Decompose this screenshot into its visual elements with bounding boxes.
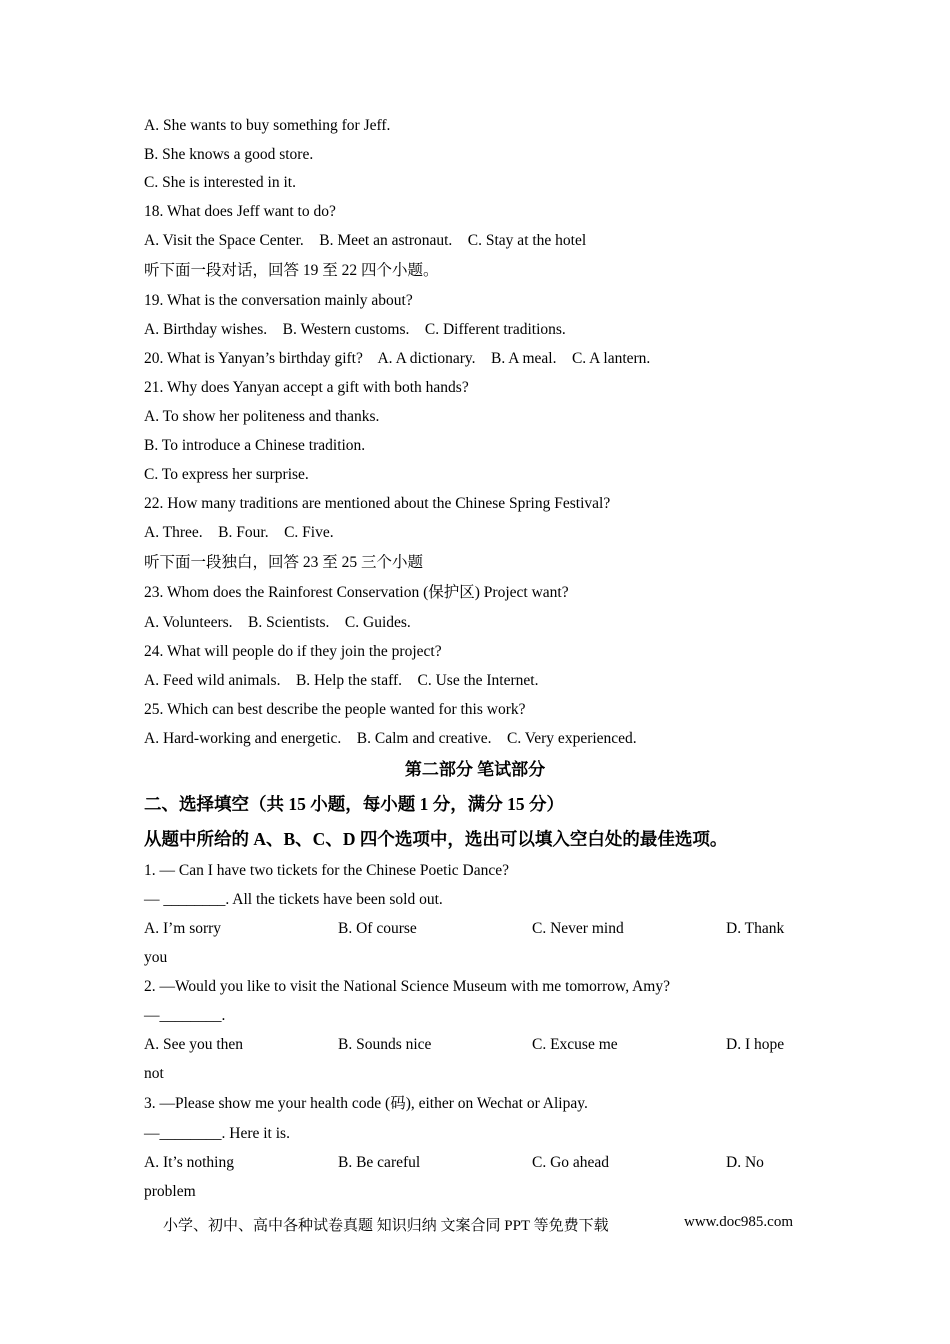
text-line: B. To introduce a Chinese tradition.: [144, 437, 366, 454]
option-d: D. No: [726, 1154, 764, 1171]
section-title: 二、选择填空（共 15 小题，每小题 1 分，满分 15 分）: [144, 794, 564, 814]
option-d-wrap: problem: [144, 1183, 196, 1200]
text-line: C. To express her surprise.: [144, 466, 309, 483]
footer-url[interactable]: www.doc985.com: [683, 1214, 793, 1230]
options-23: A. Volunteers. B. Scientists. C. Guides.: [144, 614, 411, 631]
options-2: [144, 1035, 794, 1055]
answer-line-3: —________. Here it is.: [144, 1125, 290, 1142]
question-24: 24. What will people do if they join the project?: [144, 643, 442, 660]
page-footer: [163, 1214, 793, 1235]
text-line: C. She is interested in it.: [144, 174, 296, 191]
footer-text: 小学、初中、高中各种试卷真题 知识归纳 文案合同 PPT 等免费下载: [163, 1218, 609, 1234]
listening-instruction: 听下面一段独白，回答 23 至 25 三个小题: [144, 554, 424, 571]
question-1: 1. — Can I have two tickets for the Chinese Poetic Dance?: [144, 862, 509, 879]
question-19: 19. What is the conversation mainly about?: [144, 292, 413, 309]
options-1: [144, 919, 794, 939]
question-22: 22. How many traditions are mentioned about the Chinese Spring Festival?: [144, 495, 611, 512]
option-d: D. I hope: [726, 1036, 785, 1053]
answer-line-2: —________.: [144, 1007, 226, 1024]
option-d: D. Thank: [726, 920, 785, 937]
options-25: A. Hard-working and energetic. B. Calm and creative. C. Very experienced.: [144, 730, 637, 747]
question-3: 3. —Please show me your health code (码), either on Wechat or Alipay.: [144, 1095, 588, 1112]
option-b: B. Be careful: [338, 1154, 421, 1171]
options-19: A. Birthday wishes. B. Western customs. C. Different traditions.: [144, 321, 566, 338]
option-d-wrap: not: [144, 1065, 164, 1082]
question-25: 25. Which can best describe the people wanted for this work?: [144, 701, 526, 718]
option-d-wrap: you: [144, 949, 168, 966]
option-a: A. It’s nothing: [144, 1154, 234, 1171]
option-c: C. Never mind: [532, 920, 624, 937]
question-18: 18. What does Jeff want to do?: [144, 203, 336, 220]
options-24: A. Feed wild animals. B. Help the staff. C. Use the Internet.: [144, 672, 539, 689]
option-b: B. Sounds nice: [338, 1036, 432, 1053]
option-c: C. Excuse me: [532, 1036, 618, 1053]
options-22: A. Three. B. Four. C. Five.: [144, 524, 334, 541]
option-a: A. I’m sorry: [144, 920, 222, 937]
question-2: 2. —Would you like to visit the National Science Museum with me tomorrow, Amy?: [144, 978, 670, 995]
listening-instruction: 听下面一段对话，回答 19 至 22 四个小题。: [144, 262, 439, 279]
question-20: 20. What is Yanyan’s birthday gift? A. A dictionary. B. A meal. C. A lantern.: [144, 350, 651, 367]
part-title: 第二部分 笔试部分: [404, 760, 546, 779]
options-3: [144, 1153, 794, 1173]
question-23: 23. Whom does the Rainforest Conservation (保护区) Project want?: [144, 584, 569, 601]
question-21: 21. Why does Yanyan accept a gift with both hands?: [144, 379, 469, 396]
options-18: A. Visit the Space Center. B. Meet an astronaut. C. Stay at the hotel: [144, 232, 587, 249]
section-instruction: 从题中所给的 A、B、C、D 四个选项中，选出可以填入空白处的最佳选项。: [144, 829, 728, 849]
text-line: A. To show her politeness and thanks.: [144, 408, 380, 425]
answer-line-1: — ________. All the tickets have been sold out.: [144, 891, 443, 908]
option-a: A. See you then: [144, 1036, 244, 1053]
option-b: B. Of course: [338, 920, 417, 937]
text-line: B. She knows a good store.: [144, 146, 314, 163]
option-c: C. Go ahead: [532, 1154, 610, 1171]
text-line: A. She wants to buy something for Jeff.: [144, 117, 391, 134]
